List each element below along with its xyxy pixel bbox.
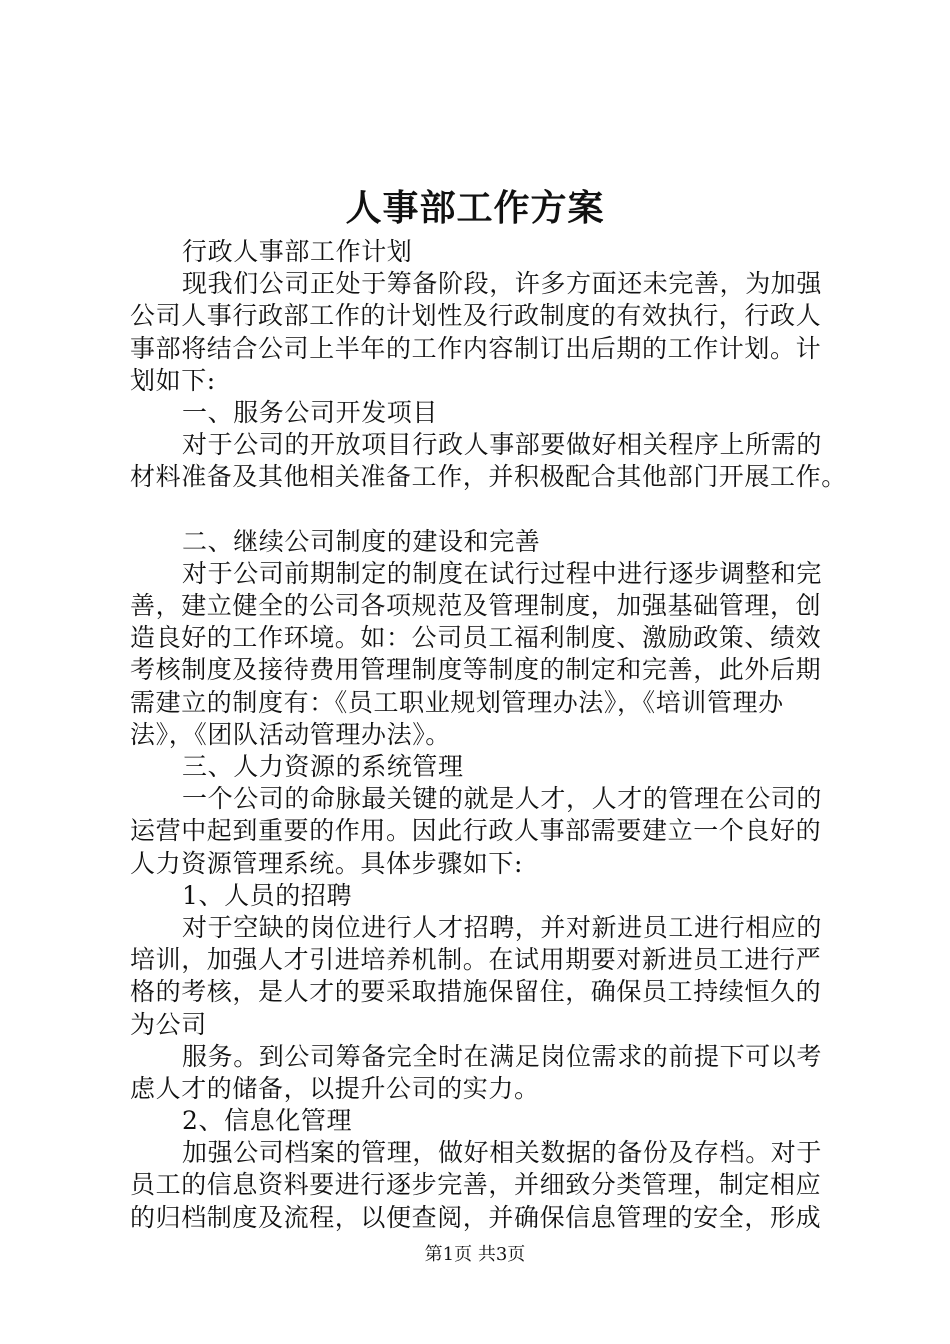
paragraph-line: 对于公司前期制定的制度在试行过程中进行逐步调整和完 — [182, 558, 823, 588]
subsection-heading: 1、人员的招聘 — [182, 880, 353, 910]
paragraph-line: 法》，《团队活动管理办法》。 — [130, 719, 451, 749]
paragraph-line: 格的考核，是人才的要采取措施保留住，确保员工持续恒久的 — [130, 977, 822, 1007]
subtitle-line: 行政人事部工作计划 — [182, 237, 413, 266]
paragraph-line: 服务。到公司筹备完全时在满足岗位需求的前提下可以考 — [182, 1041, 823, 1071]
paragraph-line: 一个公司的命脉最关键的就是人才，人才的管理在公司的 — [182, 784, 823, 814]
document-body — [130, 236, 847, 1234]
paragraph-line: 善，建立健全的公司各项规范及管理制度，加强基础管理，创 — [130, 591, 822, 621]
paragraph-line: 现我们公司正处于筹备阶段，许多方面还未完善，为加强 — [182, 269, 823, 299]
section-heading: 二、继续公司制度的建设和完善 — [182, 526, 541, 556]
paragraph-line: 公司人事行政部工作的计划性及行政制度的有效执行，行政人 — [130, 301, 822, 331]
paragraph-line: 考核制度及接待费用管理制度等制度的制定和完善，此外后期 — [130, 655, 822, 685]
paragraph-line: 培训，加强人才引进培养机制。在试用期要对新进员工进行严 — [130, 945, 822, 975]
paragraph-line: 对于公司的开放项目行政人事部要做好相关程序上所需的 — [182, 430, 823, 460]
paragraph-line: 造良好的工作环境。如：公司员工福利制度、激励政策、绩效 — [130, 623, 822, 653]
section-heading: 三、人力资源的系统管理 — [182, 752, 464, 781]
paragraph-line: 事部将结合公司上半年的工作内容制订出后期的工作计划。计 — [130, 333, 822, 363]
paragraph-line: 为公司 — [130, 1009, 207, 1039]
subsection-heading: 2、信息化管理 — [182, 1106, 353, 1136]
paragraph-line: 的归档制度及流程，以便查阅，并确保信息管理的安全，形成 — [130, 1202, 822, 1232]
paragraph-line: 需建立的制度有：《员工职业规划管理办法》，《培训管理办 — [130, 687, 784, 717]
section-heading: 一、服务公司开发项目 — [182, 397, 439, 427]
paragraph-line: 虑人才的储备，以提升公司的实力。 — [130, 1073, 540, 1103]
paragraph-line: 对于空缺的岗位进行人才招聘，并对新进员工进行相应的 — [182, 912, 823, 942]
document-title: 人事部工作方案 — [345, 187, 605, 229]
paragraph-line: 划如下: — [130, 365, 216, 395]
paragraph-line: 加强公司档案的管理，做好相关数据的备份及存档。对于 — [182, 1138, 823, 1168]
paragraph-line: 员工的信息资料要进行逐步完善，并细致分类管理，制定相应 — [130, 1170, 822, 1200]
page-footer: 第1页 共3页 — [424, 1244, 526, 1265]
paragraph-line: 运营中起到重要的作用。因此行政人事部需要建立一个良好的 — [130, 816, 822, 846]
paragraph-gap — [130, 494, 830, 526]
paragraph-line: 材料准备及其他相关准备工作，并积极配合其他部门开展工作。 — [130, 462, 847, 492]
paragraph-line: 人力资源管理系统。具体步骤如下: — [130, 848, 524, 878]
